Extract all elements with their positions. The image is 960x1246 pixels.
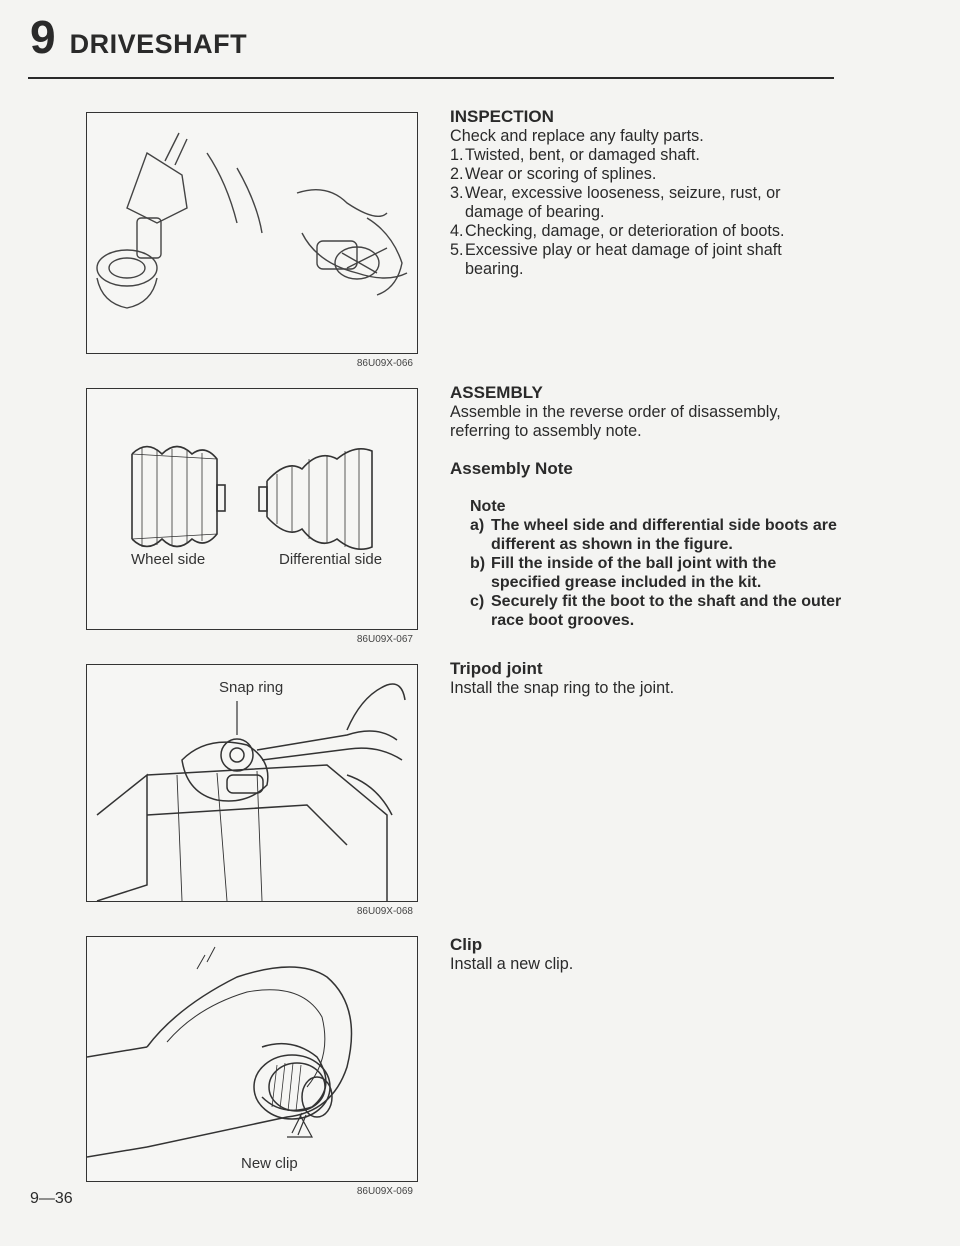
figure-code: 86U09X-066 (356, 358, 413, 369)
figure-code: 86U09X-067 (356, 634, 413, 645)
note-title: Note (470, 498, 506, 515)
tripod-heading: Tripod joint (450, 659, 543, 678)
note-block (470, 497, 842, 630)
label-differential-side: Differential side (279, 551, 383, 568)
figure-snap-ring (86, 664, 418, 917)
tripod-text: Install the snap ring to the joint. (450, 679, 675, 697)
list-item: 1. Twisted, bent, or damaged shaft. (450, 146, 700, 164)
figure-boots (86, 388, 418, 645)
header-rule (28, 77, 834, 79)
assembly-note-heading: Assembly Note (450, 459, 573, 478)
clip-section (450, 935, 842, 974)
figure-code: 86U09X-068 (356, 906, 413, 917)
inspection-illustration (87, 113, 417, 353)
boots-illustration (87, 389, 417, 629)
chapter-number: 9 (30, 11, 56, 63)
label-new-clip: New clip (241, 1155, 298, 1172)
label-wheel-side: Wheel side (131, 551, 206, 568)
list-item: 3. Wear, excessive looseness, seizure, rust, or damage of bearing. (450, 184, 781, 221)
clip-text: Install a new clip. (450, 955, 574, 973)
snap-ring-illustration (87, 665, 417, 901)
chapter-title: DRIVESHAFT (69, 29, 248, 59)
tripod-section (450, 659, 842, 698)
inspection-section (450, 107, 842, 279)
figure-code: 86U09X-069 (356, 1186, 413, 1197)
label-snap-ring: Snap ring (219, 679, 284, 696)
assembly-intro: Assemble in the reverse order of disassembly, referring to assembly note. (450, 403, 781, 440)
list-item: 5. Excessive play or heat damage of joint shaft bearing. (450, 241, 782, 278)
assembly-heading: ASSEMBLY (450, 383, 543, 402)
list-item: 2. Wear or scoring of splines. (450, 165, 657, 183)
clip-heading: Clip (450, 935, 483, 954)
page-header (30, 11, 248, 63)
note-item: b) Fill the inside of the ball joint with the specified grease included in the kit. (470, 555, 777, 591)
page-number: 9—36 (30, 1190, 73, 1207)
figure-new-clip (86, 936, 418, 1197)
figure-inspection (86, 112, 418, 369)
list-item: 4. Checking, damage, or deterioration of boots. (450, 222, 785, 240)
inspection-intro: Check and replace any faulty parts. (450, 127, 704, 145)
note-item: c) Securely fit the boot to the shaft and the outer race boot grooves. (470, 593, 842, 629)
assembly-section (450, 383, 842, 630)
inspection-heading: INSPECTION (450, 107, 554, 126)
note-item: a) The wheel side and differential side boots are different as shown in the figure. (470, 517, 837, 553)
new-clip-illustration (87, 937, 417, 1181)
